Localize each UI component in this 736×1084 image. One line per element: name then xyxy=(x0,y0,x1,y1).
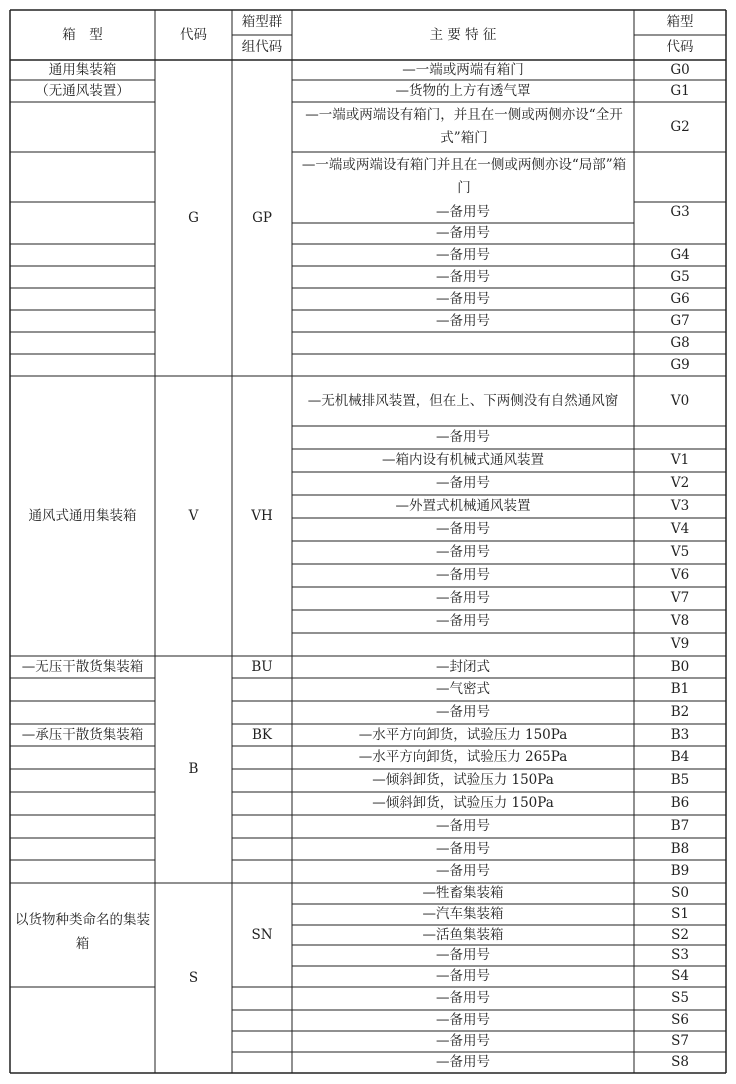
v-feature-2: —箱内设有机械式通风装置 xyxy=(382,452,544,468)
g-code-1: G1 xyxy=(670,82,690,99)
b-feature-1: —气密式 xyxy=(436,681,490,697)
v-feature-1: —备用号 xyxy=(436,429,490,445)
v-code-3: V2 xyxy=(670,475,690,491)
v-feature-5: —备用号 xyxy=(436,521,490,537)
v-code-4: V3 xyxy=(670,498,690,514)
s-code-4: S4 xyxy=(671,968,689,984)
s-feature-0: —牲畜集装箱 xyxy=(422,885,504,901)
s-code-6: S6 xyxy=(671,1012,689,1028)
v-feature-10 xyxy=(292,633,634,656)
g-code-6: G4 xyxy=(670,246,690,263)
header-group-2: 组代码 xyxy=(241,39,283,55)
header-type: 箱 型 xyxy=(62,26,103,43)
v-feature-3: —备用号 xyxy=(436,475,490,491)
section-b-group-bk: BK xyxy=(251,726,272,743)
g-feature-2: —一端或两端设有箱门，并且在一侧或两侧亦设“全开式”箱门 xyxy=(305,107,623,146)
header-typecode-1: 箱型 xyxy=(666,14,694,30)
s-feature-1: —汽车集装箱 xyxy=(422,906,504,922)
section-b-code: B xyxy=(188,761,199,777)
v-feature-0: —无机械排风装置，但在上、下两侧没有自然通风窗 xyxy=(307,392,619,409)
g-feature-0: —一端或两端有箱门 xyxy=(402,61,524,78)
g-code-9: G7 xyxy=(670,312,690,329)
section-v-name: 通风式通用集装箱 xyxy=(28,507,137,524)
b-feature-5: —倾斜卸货，试验压力 150Pa xyxy=(372,772,554,788)
section-s-name: 以货物种类命名的集装箱 xyxy=(15,912,150,952)
b-feature-0: —封闭式 xyxy=(436,658,490,675)
v-code-5: V4 xyxy=(670,521,690,537)
section-s-code: S xyxy=(188,969,199,986)
g-feature-3: —一端或两端设有箱门并且在一侧或两侧亦设“局部”箱门 xyxy=(301,157,627,196)
b-feature-3: —水平方向卸货，试验压力 150Pa xyxy=(358,726,568,743)
b-code-2: B2 xyxy=(670,704,690,720)
section-b-group-bu: BU xyxy=(251,658,273,675)
g-feature-5: —备用号 xyxy=(436,225,490,241)
g-feature-1: —货物的上方有透气罩 xyxy=(395,82,531,99)
g-feature-11 xyxy=(292,354,634,376)
g-code-3 xyxy=(634,152,726,202)
section-v-group: VH xyxy=(251,507,273,524)
g-feature-9: —备用号 xyxy=(436,312,490,329)
b-code-8: B8 xyxy=(670,840,690,857)
b-code-0: B0 xyxy=(670,658,690,675)
g-code-8: G6 xyxy=(670,290,690,307)
section-g-name-2: （无通风装置） xyxy=(35,82,130,99)
g-code-10: G8 xyxy=(670,334,690,351)
b-code-5: B5 xyxy=(670,772,690,788)
b-code-4: B4 xyxy=(670,749,690,765)
header-group-1: 箱型群 xyxy=(241,14,283,30)
v-code-10: V9 xyxy=(670,636,690,652)
section-s-group: SN xyxy=(251,926,273,943)
g-code-2: G2 xyxy=(670,118,690,135)
b-code-9: B9 xyxy=(670,863,690,879)
s-feature-3: —备用号 xyxy=(436,947,490,963)
b-code-3: B3 xyxy=(670,726,690,743)
b-code-1: B1 xyxy=(670,681,690,697)
b-feature-2: —备用号 xyxy=(436,704,490,720)
g-code-5 xyxy=(634,223,726,244)
g-code-4: G3 xyxy=(670,204,690,220)
s-feature-7: —备用号 xyxy=(436,1033,490,1049)
g-feature-4: —备用号 xyxy=(436,204,490,220)
s-feature-2: —活鱼集装箱 xyxy=(422,926,504,943)
g-feature-10 xyxy=(292,332,634,354)
b-feature-6: —倾斜卸货，试验压力 150Pa xyxy=(372,795,554,811)
s-code-5: S5 xyxy=(671,990,689,1006)
g-code-7: G5 xyxy=(670,268,690,285)
g-feature-6: —备用号 xyxy=(436,246,490,263)
section-g-group: GP xyxy=(252,209,272,226)
v-feature-4: —外置式机械通风装置 xyxy=(395,498,531,514)
b-code-7: B7 xyxy=(670,818,690,834)
v-code-2: V1 xyxy=(670,452,690,468)
s-code-1: S1 xyxy=(671,906,689,922)
v-code-1 xyxy=(634,426,726,449)
s-feature-6: —备用号 xyxy=(436,1012,490,1028)
v-code-0: V0 xyxy=(670,392,690,409)
v-code-6: V5 xyxy=(670,544,690,560)
s-code-3: S3 xyxy=(671,947,689,963)
v-code-8: V7 xyxy=(670,590,690,606)
header-typecode-2: 代码 xyxy=(666,39,694,55)
b-code-6: B6 xyxy=(670,795,690,811)
b-feature-9: —备用号 xyxy=(436,863,490,879)
g-feature-7: —备用号 xyxy=(436,268,490,285)
v-feature-9: —备用号 xyxy=(436,613,490,629)
header-feature: 主 要 特 征 xyxy=(429,26,497,43)
v-feature-7: —备用号 xyxy=(436,567,490,583)
section-b-name-1: —无压干散货集装箱 xyxy=(21,658,144,675)
s-feature-4: —备用号 xyxy=(436,968,490,984)
g-code-0: G0 xyxy=(670,61,690,78)
s-code-2: S2 xyxy=(671,926,689,943)
v-feature-6: —备用号 xyxy=(436,544,490,560)
v-code-9: V8 xyxy=(670,613,690,629)
b-feature-4: —水平方向卸货，试验压力 265Pa xyxy=(358,749,568,765)
section-g-code: G xyxy=(188,209,199,226)
v-code-7: V6 xyxy=(670,567,690,583)
section-v-code: V xyxy=(188,507,199,524)
g-code-11: G9 xyxy=(670,356,690,373)
g-feature-8: —备用号 xyxy=(436,290,490,307)
v-feature-8: —备用号 xyxy=(436,590,490,606)
s-code-7: S7 xyxy=(671,1033,689,1049)
b-feature-8: —备用号 xyxy=(436,840,490,857)
section-g-name-1: 通用集装箱 xyxy=(48,61,117,78)
s-code-8: S8 xyxy=(671,1054,689,1070)
section-b-name-2: —承压干散货集装箱 xyxy=(21,726,144,743)
b-feature-7: —备用号 xyxy=(436,818,490,834)
s-feature-8: —备用号 xyxy=(436,1054,490,1070)
s-code-0: S0 xyxy=(671,885,689,901)
s-feature-5: —备用号 xyxy=(436,990,490,1006)
header-code: 代码 xyxy=(180,26,207,43)
